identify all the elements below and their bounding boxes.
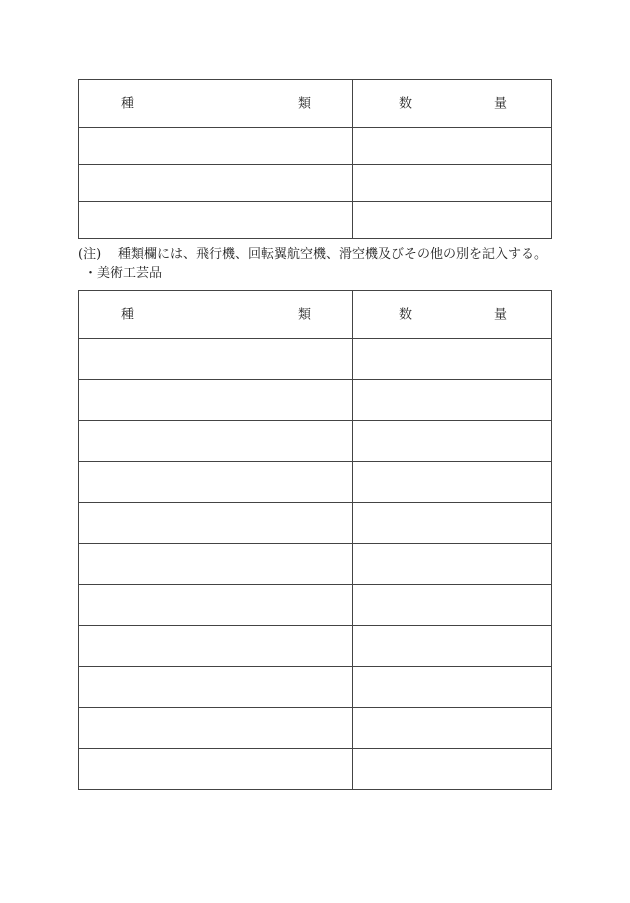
quantity-cell[interactable] [353, 708, 552, 749]
quantity-cell[interactable] [353, 380, 552, 421]
table-row [79, 544, 552, 585]
table-row [79, 339, 552, 380]
type-cell[interactable] [79, 339, 353, 380]
type-cell[interactable] [79, 165, 353, 202]
table-row [79, 202, 552, 239]
table-header-row [79, 291, 552, 339]
table-row [79, 667, 552, 708]
quantity-header-char-1: 数 [399, 307, 413, 322]
table-row [79, 165, 552, 202]
crafts-table [78, 290, 552, 790]
quantity-cell[interactable] [353, 503, 552, 544]
type-cell[interactable] [79, 667, 353, 708]
quantity-cell[interactable] [353, 749, 552, 790]
quantity-cell[interactable] [353, 585, 552, 626]
table-row [79, 380, 552, 421]
table-row [79, 708, 552, 749]
type-cell[interactable] [79, 626, 353, 667]
quantity-header-char-2: 量 [494, 96, 508, 111]
quantity-cell[interactable] [353, 544, 552, 585]
type-cell[interactable] [79, 749, 353, 790]
table-note [78, 246, 547, 264]
aircraft-table [78, 79, 552, 239]
type-cell[interactable] [79, 462, 353, 503]
table-row [79, 585, 552, 626]
quantity-column-header [353, 291, 552, 339]
type-cell[interactable] [79, 128, 353, 165]
table-row [79, 749, 552, 790]
type-column-header [79, 80, 353, 128]
quantity-cell[interactable] [353, 462, 552, 503]
quantity-cell[interactable] [353, 626, 552, 667]
type-cell[interactable] [79, 202, 353, 239]
quantity-cell[interactable] [353, 339, 552, 380]
type-column-header [79, 291, 353, 339]
type-cell[interactable] [79, 585, 353, 626]
type-cell[interactable] [79, 380, 353, 421]
note-text: 種類欄には、飛行機、回転翼航空機、滑空機及びその他の別を記入する。 [118, 247, 548, 262]
table-row [79, 626, 552, 667]
quantity-cell[interactable] [353, 667, 552, 708]
type-header-char-2: 類 [298, 96, 312, 111]
table-row [79, 462, 552, 503]
quantity-header-char-1: 数 [399, 96, 413, 111]
quantity-header-char-2: 量 [494, 307, 508, 322]
type-header-char-1: 種 [121, 307, 135, 322]
type-cell[interactable] [79, 708, 353, 749]
quantity-cell[interactable] [353, 128, 552, 165]
table-row [79, 503, 552, 544]
type-cell[interactable] [79, 544, 353, 585]
quantity-cell[interactable] [353, 202, 552, 239]
type-header-char-2: 類 [298, 307, 312, 322]
quantity-cell[interactable] [353, 421, 552, 462]
section-heading-crafts: ・美術工芸品 [84, 266, 163, 281]
table-header-row [79, 80, 552, 128]
type-header-char-1: 種 [121, 96, 135, 111]
table-row [79, 421, 552, 462]
table-row [79, 128, 552, 165]
note-label: (注) [78, 247, 102, 262]
type-cell[interactable] [79, 503, 353, 544]
quantity-cell[interactable] [353, 165, 552, 202]
quantity-column-header [353, 80, 552, 128]
type-cell[interactable] [79, 421, 353, 462]
